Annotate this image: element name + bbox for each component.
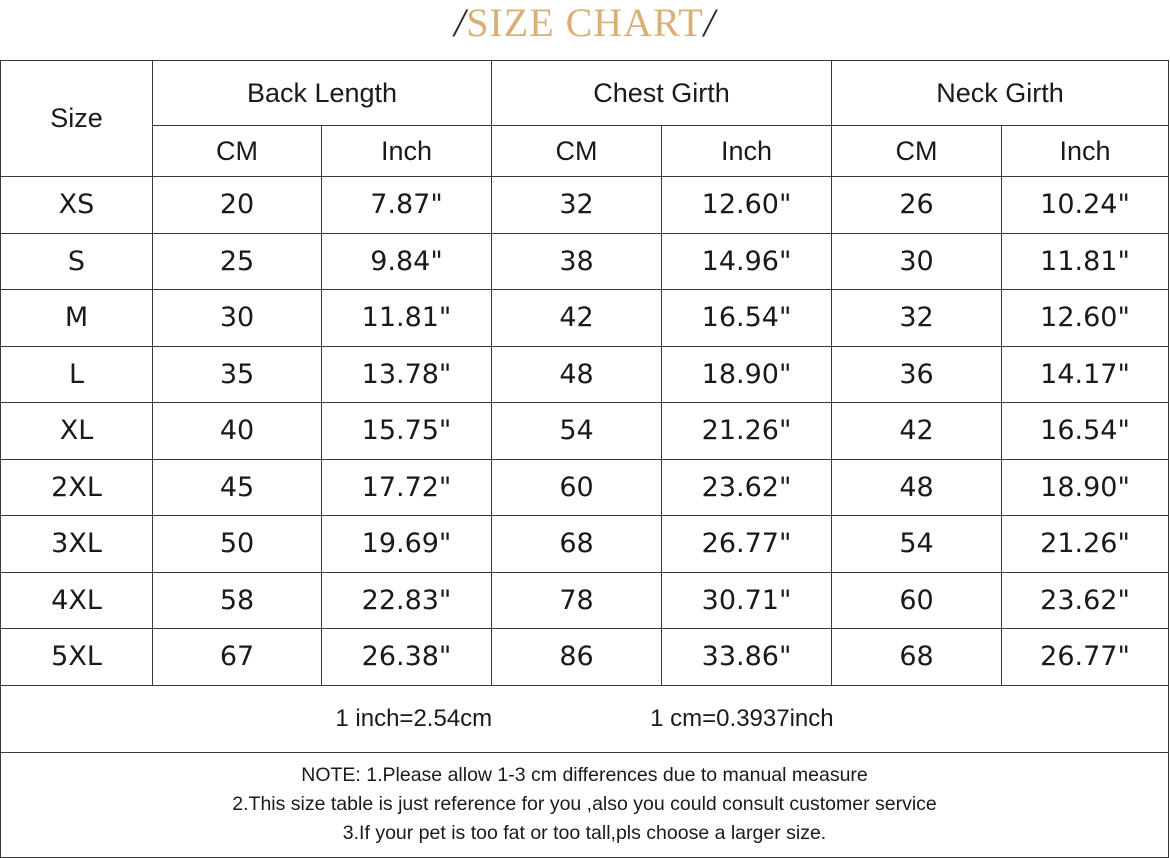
back-cm-cell: 25: [153, 233, 322, 290]
unit-header: Inch: [322, 126, 492, 177]
chest-cm-cell: 54: [492, 403, 662, 460]
back-cm-cell: 58: [153, 572, 322, 629]
back-inch-cell: 17.72": [322, 459, 492, 516]
size-cell: 3XL: [1, 516, 153, 573]
conversion-cell: [1, 685, 1169, 752]
back-inch-cell: 26.38": [322, 629, 492, 686]
chest-inch-cell: 16.54": [662, 290, 832, 347]
note-line: 3.If your pet is too fat or too tall,pls choose a larger size.: [342, 822, 827, 844]
neck-inch-cell: 23.62": [1002, 572, 1169, 629]
neck-inch-cell: 16.54": [1002, 403, 1169, 460]
back-inch-cell: 15.75": [322, 403, 492, 460]
neck-inch-cell: 21.26": [1002, 516, 1169, 573]
size-cell: S: [1, 233, 153, 290]
back-cm-cell: 30: [153, 290, 322, 347]
unit-row: [1, 126, 1169, 177]
chest-inch-cell: 18.90": [662, 346, 832, 403]
table-row: [1, 290, 1169, 347]
neck-inch-cell: 18.90": [1002, 459, 1169, 516]
neck-cm-cell: 30: [832, 233, 1002, 290]
header-row: [1, 61, 1169, 126]
conversion-row: [1, 685, 1169, 752]
note-line: NOTE: 1.Please allow 1-3 cm differences due to manual measure: [301, 764, 868, 786]
cm-to-inch-text: 1 cm=0.3937inch: [650, 704, 834, 732]
back-length-header: Back Length: [153, 61, 492, 126]
neck-cm-cell: 26: [832, 177, 1002, 234]
table-row: [1, 403, 1169, 460]
back-inch-cell: 9.84": [322, 233, 492, 290]
neck-cm-cell: 32: [832, 290, 1002, 347]
neck-cm-cell: 42: [832, 403, 1002, 460]
back-cm-cell: 20: [153, 177, 322, 234]
title-right-slash: /: [703, 0, 716, 45]
size-cell: 4XL: [1, 572, 153, 629]
neck-cm-cell: 48: [832, 459, 1002, 516]
chart-title: [0, 0, 1170, 50]
neck-inch-cell: 26.77": [1002, 629, 1169, 686]
size-cell: L: [1, 346, 153, 403]
neck-inch-cell: 11.81": [1002, 233, 1169, 290]
back-inch-cell: 7.87": [322, 177, 492, 234]
size-cell: 5XL: [1, 629, 153, 686]
unit-header: CM: [492, 126, 662, 177]
chest-inch-cell: 12.60": [662, 177, 832, 234]
size-cell: 2XL: [1, 459, 153, 516]
back-cm-cell: 67: [153, 629, 322, 686]
size-cell: M: [1, 290, 153, 347]
chest-cm-cell: 68: [492, 516, 662, 573]
notes-row: [1, 752, 1169, 857]
size-cell: XL: [1, 403, 153, 460]
table-row: [1, 572, 1169, 629]
neck-inch-cell: 12.60": [1002, 290, 1169, 347]
back-inch-cell: 11.81": [322, 290, 492, 347]
title-left-slash: /: [454, 0, 467, 45]
notes-cell: [1, 752, 1169, 857]
chest-cm-cell: 86: [492, 629, 662, 686]
size-cell: XS: [1, 177, 153, 234]
unit-header: CM: [832, 126, 1002, 177]
neck-inch-cell: 10.24": [1002, 177, 1169, 234]
back-cm-cell: 35: [153, 346, 322, 403]
table-row: [1, 346, 1169, 403]
unit-header: Inch: [662, 126, 832, 177]
neck-cm-cell: 68: [832, 629, 1002, 686]
back-inch-cell: 22.83": [322, 572, 492, 629]
neck-cm-cell: 60: [832, 572, 1002, 629]
unit-header: CM: [153, 126, 322, 177]
back-inch-cell: 19.69": [322, 516, 492, 573]
chest-inch-cell: 14.96": [662, 233, 832, 290]
table-row: [1, 629, 1169, 686]
neck-girth-header: Neck Girth: [832, 61, 1169, 126]
chest-inch-cell: 30.71": [662, 572, 832, 629]
neck-inch-cell: 14.17": [1002, 346, 1169, 403]
chest-cm-cell: 42: [492, 290, 662, 347]
back-inch-cell: 13.78": [322, 346, 492, 403]
table-row: [1, 459, 1169, 516]
chest-cm-cell: 78: [492, 572, 662, 629]
back-cm-cell: 40: [153, 403, 322, 460]
chest-inch-cell: 21.26": [662, 403, 832, 460]
chest-cm-cell: 32: [492, 177, 662, 234]
table-row: [1, 233, 1169, 290]
back-cm-cell: 45: [153, 459, 322, 516]
unit-header: Inch: [1002, 126, 1169, 177]
title-text: SIZE CHART: [466, 0, 704, 45]
chest-inch-cell: 26.77": [662, 516, 832, 573]
size-table: [0, 60, 1169, 858]
chest-inch-cell: 23.62": [662, 459, 832, 516]
table-row: [1, 516, 1169, 573]
chest-cm-cell: 38: [492, 233, 662, 290]
chest-inch-cell: 33.86": [662, 629, 832, 686]
chest-cm-cell: 60: [492, 459, 662, 516]
neck-cm-cell: 54: [832, 516, 1002, 573]
chest-cm-cell: 48: [492, 346, 662, 403]
size-header: Size: [1, 61, 153, 177]
table-row: [1, 177, 1169, 234]
inch-to-cm-text: 1 inch=2.54cm: [335, 704, 493, 732]
chest-girth-header: Chest Girth: [492, 61, 832, 126]
neck-cm-cell: 36: [832, 346, 1002, 403]
note-line: 2.This size table is just reference for you ,also you could consult customer service: [232, 793, 937, 815]
back-cm-cell: 50: [153, 516, 322, 573]
